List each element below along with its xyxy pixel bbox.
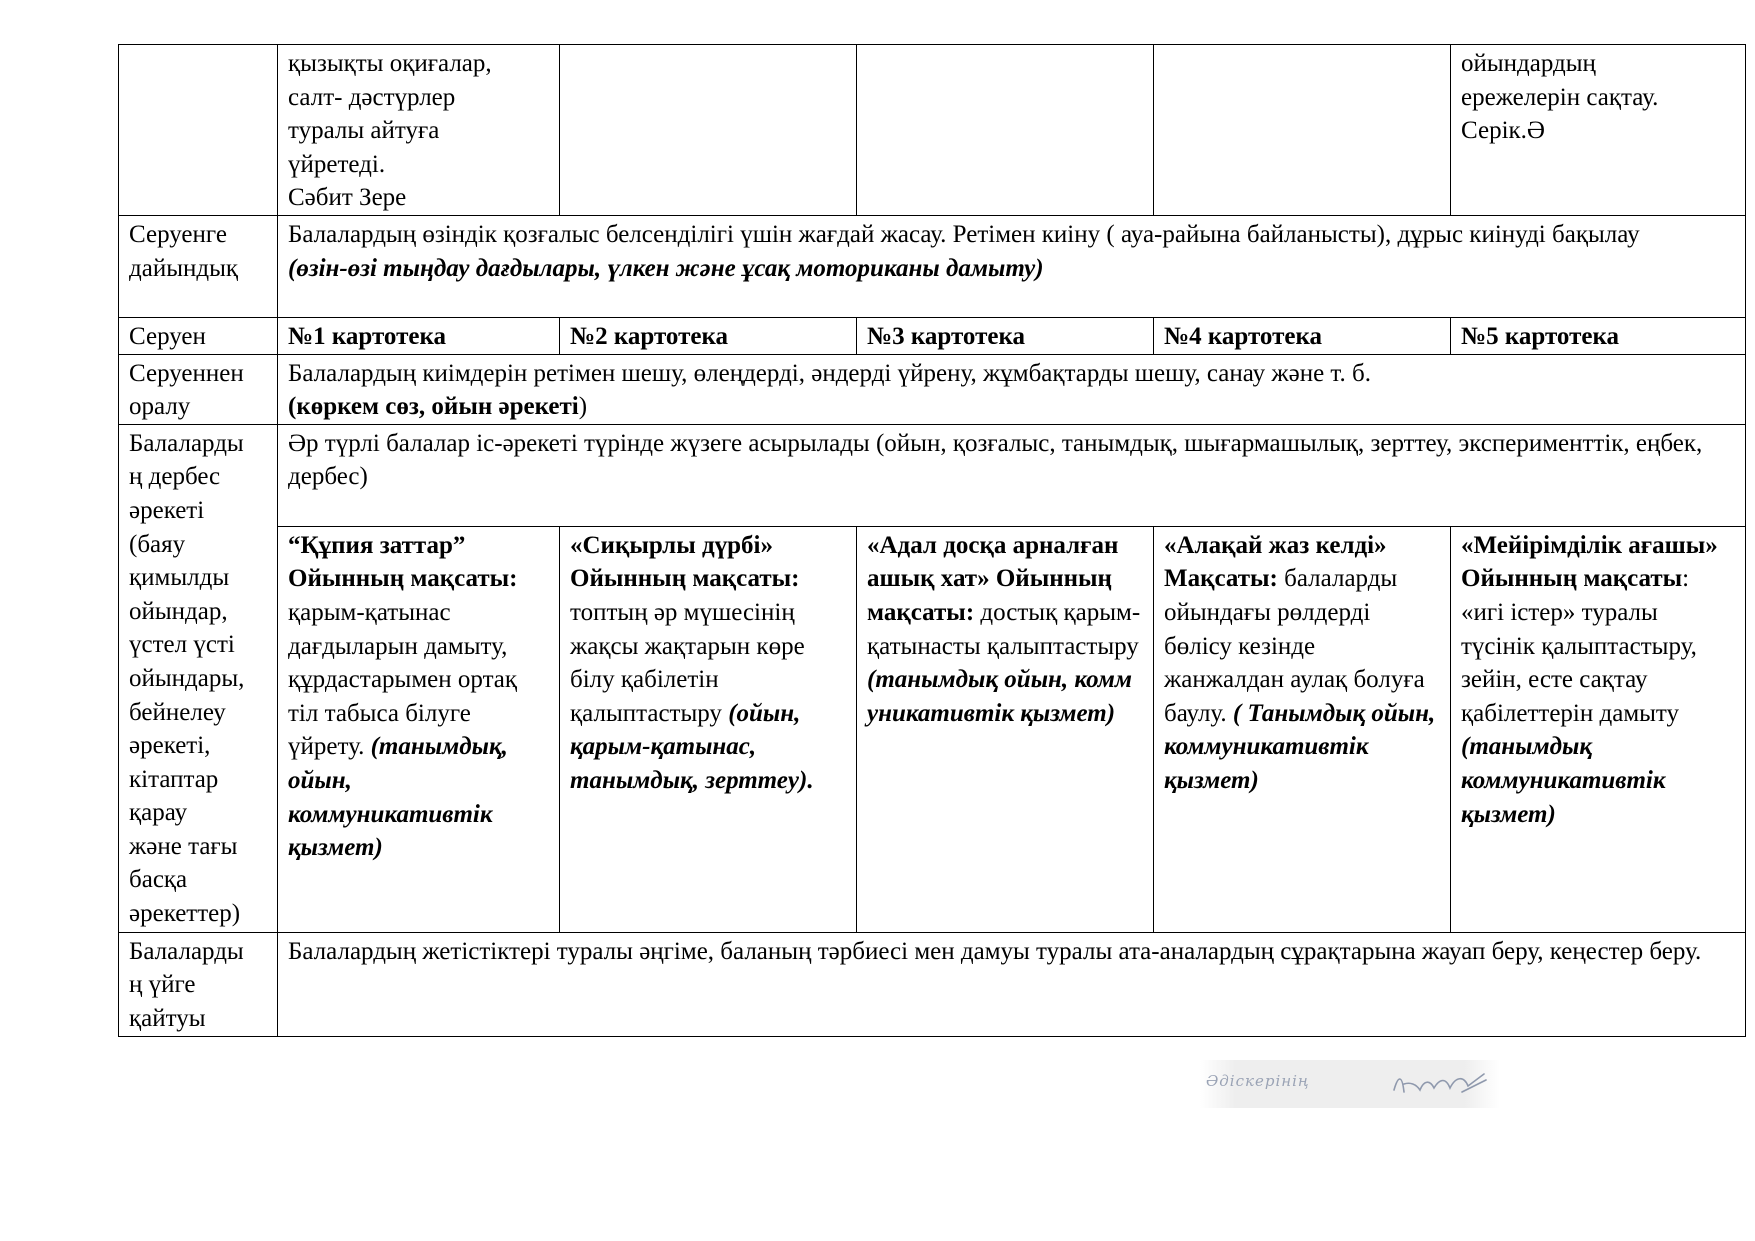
row-label-line: (баяу bbox=[129, 530, 186, 558]
game-goal: топтың әр мүшесінің жақсы жақтарын көре білу қабілетін қалыптастыру bbox=[570, 598, 805, 727]
game-title: “Құпия заттар” bbox=[288, 531, 466, 559]
cell-line: ережелерін сақтау. bbox=[1461, 83, 1659, 111]
row-label-line: Балаларды bbox=[129, 937, 244, 965]
row-label bbox=[119, 354, 278, 424]
row-label-line: әрекеттер) bbox=[129, 900, 241, 928]
signature-stamp bbox=[1200, 1060, 1500, 1108]
return-text: Балалардың киімдерін ретімен шешу, өлеңдерді, әндерді үйрену, жұмбақтарды шешу, санау және т. б. bbox=[288, 359, 1371, 387]
row-label-line: үстел үсті bbox=[129, 631, 235, 659]
home-text: Балалардың жетістіктері туралы әңгіме, баланың тәрбиесі мен дамуы туралы ата-аналардың сұрақтарына жауап беру, кеңестер беру. bbox=[288, 937, 1702, 965]
handwritten-signature bbox=[1390, 1066, 1490, 1102]
game-goal: достық қарым-қатынасты қалыптастыру bbox=[867, 598, 1141, 660]
game-cell bbox=[857, 526, 1154, 932]
walk-card: №3 картотека bbox=[857, 317, 1154, 354]
game-cell bbox=[278, 526, 560, 932]
table-row bbox=[119, 424, 1746, 526]
row-content bbox=[278, 932, 1746, 1036]
game-goal-label: Ойынның мақсаты: bbox=[288, 565, 518, 593]
game-area: (танымдық коммуникативтік қызмет) bbox=[1461, 733, 1666, 828]
cell-line: ойындардың bbox=[1461, 50, 1596, 77]
game-area: (танымдық, ойын, коммуникативтік қызмет) bbox=[288, 733, 508, 862]
row-label-line: ойындар, bbox=[129, 597, 228, 625]
row-label-line: қайтуы bbox=[129, 1004, 206, 1032]
walk-card: №2 картотека bbox=[560, 317, 857, 354]
game-goal-label: Ойынның мақсаты: bbox=[867, 565, 1112, 626]
prep-text: Балалардың өзіндік қозғалыс белсенділігі үшін жағдай жасау. Ретімен киіну ( ауа-райына байланысты), дұрыс киінуді бақылау bbox=[288, 220, 1640, 248]
row-content bbox=[278, 424, 1746, 526]
game-title: «Адал досқа арналған ашық хат» bbox=[867, 531, 1119, 593]
row-label-line: Серуенге bbox=[129, 220, 227, 248]
cell-line: қызықты оқиғалар, bbox=[288, 50, 492, 77]
game-title: «Мейірімділік ағашы» bbox=[1461, 531, 1718, 559]
row-label-line: Балаларды bbox=[129, 429, 244, 457]
return-note bbox=[288, 390, 1735, 424]
cell-text bbox=[278, 45, 560, 216]
row-label-line: және тағы bbox=[129, 832, 238, 860]
daily-plan-table bbox=[118, 44, 1746, 1037]
row-content bbox=[278, 354, 1746, 424]
table-row bbox=[119, 215, 1746, 317]
row-label-line: қарау bbox=[129, 799, 188, 827]
walk-card: №5 картотека bbox=[1451, 317, 1746, 354]
row-label bbox=[119, 932, 278, 1036]
row-label-line: ң дербес bbox=[129, 463, 221, 491]
empty-cell bbox=[560, 45, 857, 216]
game-goal: балаларды ойындағы рөлдерді бөлісу кезінде жанжалдан аулақ болуға баулу. bbox=[1164, 565, 1425, 727]
row-label-line: басқа bbox=[129, 866, 188, 894]
row-label-line: бейнелеу bbox=[129, 698, 226, 726]
row-label-line: ң үйге bbox=[129, 971, 196, 999]
row-label-line: дайындық bbox=[129, 254, 239, 282]
row-label-line: Серуеннен bbox=[129, 359, 244, 387]
row-content bbox=[278, 215, 1746, 317]
row-label-line: оралу bbox=[129, 393, 191, 421]
game-area: (танымдық ойын, коммуникативтік қызмет) bbox=[867, 666, 1132, 727]
row-label: Серуен bbox=[119, 317, 278, 354]
game-area: (ойын, қарым-қатынас, танымдық, зерттеу). bbox=[570, 699, 814, 794]
game-title: «Сиқырлы дүрбі» bbox=[570, 531, 773, 559]
table-row bbox=[119, 526, 1746, 932]
cell-text bbox=[1451, 45, 1746, 216]
row-label-line: әрекеті, bbox=[129, 732, 211, 760]
game-goal-label: Ойынның мақсаты: bbox=[570, 565, 800, 593]
row-label-line: әрекеті bbox=[129, 496, 205, 524]
row-label-empty bbox=[119, 45, 278, 216]
game-cell bbox=[1451, 526, 1746, 932]
row-label-line: кітаптар bbox=[129, 765, 219, 793]
cell-line: үйретеді. bbox=[288, 150, 386, 178]
empty-cell bbox=[857, 45, 1154, 216]
cell-line: салт- дәстүрлер bbox=[288, 83, 456, 111]
table-row bbox=[119, 317, 1746, 354]
row-label-line: қимылды bbox=[129, 564, 230, 592]
empty-cell bbox=[1154, 45, 1451, 216]
game-goal: «игі істер» туралы түсінік қалыптастыру, зейін, есте сақтау қабілеттерін дамыту bbox=[1461, 598, 1697, 727]
game-goal-colon: : bbox=[1682, 565, 1690, 593]
row-label bbox=[119, 424, 278, 932]
row-label-line: ойындары, bbox=[129, 664, 245, 692]
return-note-close: ) bbox=[578, 393, 588, 421]
row-label bbox=[119, 215, 278, 317]
signature-text: Әдіскерінің bbox=[1206, 1072, 1310, 1090]
game-cell bbox=[560, 526, 857, 932]
walk-card: №1 картотека bbox=[278, 317, 560, 354]
cell-line: Сәбит Зере bbox=[288, 184, 407, 212]
plan-sheet bbox=[118, 44, 1745, 1037]
table-row bbox=[119, 932, 1746, 1036]
game-goal: қарым-қатынас дағдыларын дамыту, құрдастарымен ортақ тіл табыса білуге үйрету. bbox=[288, 598, 518, 761]
table-row bbox=[119, 45, 1746, 216]
walk-card: №4 картотека bbox=[1154, 317, 1451, 354]
game-goal-label: Ойынның мақсаты bbox=[1461, 565, 1683, 593]
game-goal-label: Мақсаты: bbox=[1164, 565, 1278, 593]
return-note-bold: (көркем сөз, ойын әрекеті bbox=[288, 393, 579, 421]
cell-line: Серік.Ә bbox=[1461, 117, 1545, 145]
game-area: ( Танымдық ойын, коммуникативтік қызмет) bbox=[1164, 699, 1436, 794]
independent-intro: Әр түрлі балалар іс-әрекеті түрінде жүзеге асырылады (ойын, қозғалыс, танымдық, шығармашылық, зерттеу, эксперименттік, еңбек, дербес) bbox=[288, 429, 1703, 491]
cell-line: туралы айтуға bbox=[288, 117, 440, 145]
game-title: «Алақай жаз келді» bbox=[1164, 531, 1387, 559]
prep-note: (өзін-өзі тыңдау дағдылары, үлкен және ұсақ моториканы дамыту) bbox=[288, 254, 1044, 282]
game-cell bbox=[1154, 526, 1451, 932]
table-row bbox=[119, 354, 1746, 424]
